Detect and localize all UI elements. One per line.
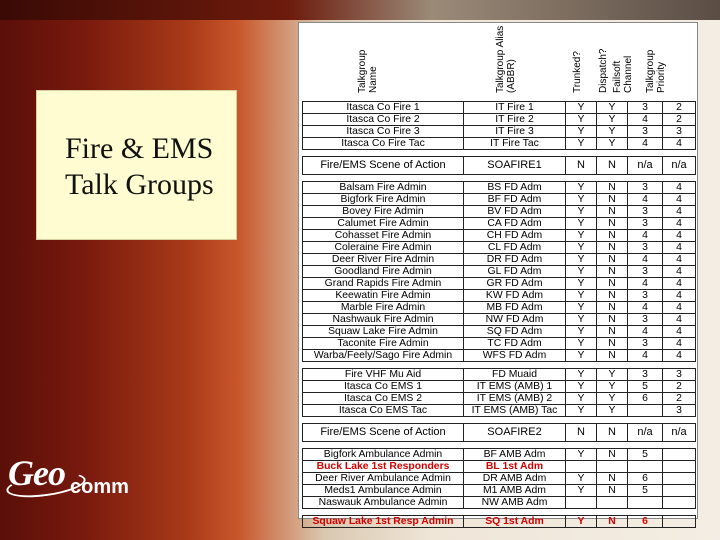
table-cell [628,405,663,417]
header-dispatch: Dispatch? [598,48,609,93]
table-cell: Y [566,338,597,350]
table-row [303,138,696,150]
table-cell: 2 [663,393,696,405]
table-row [303,497,696,509]
table-cell: 4 [628,302,663,314]
table-cell: Y [566,182,597,194]
table-cell: Itasca Co Fire Tac [303,138,464,150]
table-cell: 4 [628,194,663,206]
table-cell: Y [566,314,597,326]
table-cell: Y [566,302,597,314]
table-cell: Y [597,126,628,138]
table-cell: Itasca Co Fire 1 [303,102,464,114]
table-cell: BV FD Adm [464,206,566,218]
table-spacer-row [303,509,696,516]
talkgroup-table [302,101,696,528]
table-row [303,254,696,266]
table-cell: Bigfork Ambulance Admin [303,449,464,461]
table-cell: SQ 1st Adm [464,516,566,528]
table-cell: N [597,157,628,175]
table-row [303,369,696,381]
column-headers [299,23,697,99]
table-row [303,302,696,314]
table-cell: Goodland Fire Admin [303,266,464,278]
table-row [303,126,696,138]
table-cell: CL FD Adm [464,242,566,254]
table-cell: DR AMB Adm [464,473,566,485]
table-row [303,485,696,497]
table-cell: 4 [663,254,696,266]
spacer-cell [303,150,696,157]
table-cell: IT Fire Tac [464,138,566,150]
table-cell: N [566,424,597,442]
table-cell: 4 [628,138,663,150]
table-cell: 4 [663,138,696,150]
table-cell: N [597,473,628,485]
table-cell: 3 [628,338,663,350]
table-cell [663,497,696,509]
table-cell: N [597,266,628,278]
table-cell [628,497,663,509]
table-cell [663,516,696,528]
table-cell: Itasca Co EMS 2 [303,393,464,405]
table-cell: IT EMS (AMB) Tac [464,405,566,417]
table-cell: 2 [663,114,696,126]
table-row [303,290,696,302]
table-cell: IT Fire 2 [464,114,566,126]
table-cell: 4 [663,266,696,278]
table-cell: Y [566,278,597,290]
geocomm-logo [8,452,148,498]
table-row [303,182,696,194]
table-row [303,206,696,218]
table-cell: 3 [628,218,663,230]
table-row [303,157,696,175]
table-row [303,230,696,242]
table-cell: Squaw Lake Fire Admin [303,326,464,338]
table-cell: Warba/Feely/Sago Fire Admin [303,350,464,362]
table-cell: Y [566,290,597,302]
title-box [36,90,237,240]
table-cell: N [566,157,597,175]
table-cell: Y [566,266,597,278]
table-cell: Fire/EMS Scene of Action [303,424,464,442]
table-cell: Deer River Fire Admin [303,254,464,266]
table-cell: BS FD Adm [464,182,566,194]
header-failsoft-channel: Failsoft Channel [612,55,634,93]
table-cell: Coleraine Fire Admin [303,242,464,254]
table-cell: Y [566,126,597,138]
table-cell: DR FD Adm [464,254,566,266]
table-cell: IT EMS (AMB) 1 [464,381,566,393]
logo-comm-text: comm [70,476,129,498]
table-cell: n/a [628,157,663,175]
table-cell: 3 [628,182,663,194]
table-cell: N [597,449,628,461]
table-cell: 4 [663,242,696,254]
table-cell: 5 [628,381,663,393]
table-cell: Grand Rapids Fire Admin [303,278,464,290]
table-cell: KW FD Adm [464,290,566,302]
table-cell: 4 [628,326,663,338]
logo-geo-text: Geo [8,453,65,493]
table-row [303,449,696,461]
table-cell: IT Fire 1 [464,102,566,114]
table-cell: Cohasset Fire Admin [303,230,464,242]
table-cell: 4 [663,314,696,326]
table-spacer-row [303,442,696,449]
table-row [303,314,696,326]
spacer-cell [303,417,696,424]
table-cell: SOAFIRE2 [464,424,566,442]
table-cell: Nashwauk Fire Admin [303,314,464,326]
table-cell: 4 [628,254,663,266]
table-cell: M1 AMB Adm [464,485,566,497]
table-cell: NW FD Adm [464,314,566,326]
table-cell: Y [597,369,628,381]
table-cell: N [597,218,628,230]
spacer-cell [303,442,696,449]
table-cell: 4 [628,278,663,290]
table-cell: n/a [663,157,696,175]
table-cell: N [597,516,628,528]
table-cell: N [597,485,628,497]
table-cell: N [597,278,628,290]
table-row [303,326,696,338]
table-cell: 3 [628,126,663,138]
table-cell: Y [566,473,597,485]
table-row [303,473,696,485]
table-cell: N [597,314,628,326]
table-cell: Y [566,114,597,126]
table-row [303,278,696,290]
table-row [303,405,696,417]
table-cell: 4 [663,290,696,302]
table-cell: 4 [663,194,696,206]
table-cell: 4 [663,218,696,230]
table-cell: Y [566,369,597,381]
table-cell: Y [566,381,597,393]
table-cell: 3 [628,266,663,278]
table-cell: CA FD Adm [464,218,566,230]
header-talkgroup-priority: Talkgroup Priority [645,49,667,93]
table-cell: 4 [628,114,663,126]
table-cell: N [597,194,628,206]
table-cell: Y [566,242,597,254]
table-cell: Calumet Fire Admin [303,218,464,230]
table-row [303,350,696,362]
table-cell: Y [597,393,628,405]
table-cell: N [597,424,628,442]
table-cell: Y [566,405,597,417]
table-cell: 4 [663,350,696,362]
table-row [303,338,696,350]
table-row [303,393,696,405]
table-row [303,218,696,230]
top-banner [0,0,720,20]
table-cell: 3 [628,290,663,302]
table-cell: N [597,350,628,362]
table-cell: n/a [663,424,696,442]
table-row [303,381,696,393]
table-cell [566,461,597,473]
table-cell: Balsam Fire Admin [303,182,464,194]
table-cell: 3 [628,206,663,218]
table-row [303,102,696,114]
table-cell [566,497,597,509]
table-cell: Y [566,138,597,150]
table-cell: 3 [663,369,696,381]
title-line-1: Fire & EMS [65,132,214,165]
table-cell: BL 1st Adm [464,461,566,473]
table-cell: Y [597,138,628,150]
table-cell: Bigfork Fire Admin [303,194,464,206]
table-row [303,516,696,528]
spacer-cell [303,362,696,369]
table-cell: 2 [663,102,696,114]
table-cell: 6 [628,473,663,485]
table-cell: BF AMB Adm [464,449,566,461]
table-cell: SQ FD Adm [464,326,566,338]
table-cell: Y [566,194,597,206]
table-cell: SOAFIRE1 [464,157,566,175]
slide-title [65,131,214,203]
table-cell: IT EMS (AMB) 2 [464,393,566,405]
table-row [303,424,696,442]
spacer-cell [303,175,696,182]
table-cell [663,473,696,485]
table-cell: Y [566,102,597,114]
table-cell: Y [566,254,597,266]
table-cell: 3 [663,405,696,417]
table-cell: 3 [628,369,663,381]
table-cell: Buck Lake 1st Responders [303,461,464,473]
table-cell: GL FD Adm [464,266,566,278]
table-cell: Marble Fire Admin [303,302,464,314]
table-cell: GR FD Adm [464,278,566,290]
table-cell: Squaw Lake 1st Resp Admin [303,516,464,528]
table-cell: TC FD Adm [464,338,566,350]
table-spacer-row [303,150,696,157]
table-cell: Y [566,393,597,405]
table-cell: 6 [628,393,663,405]
table-cell: Bovey Fire Admin [303,206,464,218]
table-cell: 4 [663,206,696,218]
table-cell: 5 [628,449,663,461]
table-cell: Deer River Ambulance Admin [303,473,464,485]
table-row [303,266,696,278]
table-cell: Y [566,326,597,338]
table-cell: Fire/EMS Scene of Action [303,157,464,175]
table-cell: 4 [663,230,696,242]
table-cell: Y [597,114,628,126]
table-cell [597,497,628,509]
table-cell: NW AMB Adm [464,497,566,509]
title-line-2: Talk Groups [65,168,214,201]
table-cell: Y [566,206,597,218]
table-cell: Fire VHF Mu Aid [303,369,464,381]
table-cell [663,461,696,473]
table-cell: Y [566,485,597,497]
table-cell: N [597,338,628,350]
table-cell: 3 [628,102,663,114]
table-cell: N [597,326,628,338]
table-cell: 3 [628,314,663,326]
table-cell: N [597,206,628,218]
table-cell: N [597,290,628,302]
talkgroup-table-panel [298,22,698,527]
spacer-cell [303,509,696,516]
table-cell: Itasca Co Fire 2 [303,114,464,126]
table-cell: N [597,254,628,266]
table-cell: 4 [663,182,696,194]
table-cell: Y [597,102,628,114]
table-cell: 4 [663,338,696,350]
table-cell: Y [566,350,597,362]
table-cell: Y [566,449,597,461]
table-row [303,194,696,206]
table-cell: WFS FD Adm [464,350,566,362]
table-cell: 4 [663,326,696,338]
table-spacer-row [303,362,696,369]
table-cell: Y [566,218,597,230]
table-cell: MB FD Adm [464,302,566,314]
table-cell: CH FD Adm [464,230,566,242]
table-cell: 4 [663,278,696,290]
table-cell: n/a [628,424,663,442]
table-cell: FD Muaid [464,369,566,381]
header-trunked: Trunked? [572,51,583,93]
table-cell: 6 [628,516,663,528]
table-cell [663,485,696,497]
table-row [303,461,696,473]
table-cell: Y [566,230,597,242]
table-cell: 4 [628,350,663,362]
table-cell: 3 [663,126,696,138]
table-cell [628,461,663,473]
table-cell: Y [597,405,628,417]
table-cell: IT Fire 3 [464,126,566,138]
table-cell [597,461,628,473]
table-cell: 3 [628,242,663,254]
table-cell: Taconite Fire Admin [303,338,464,350]
table-cell: 2 [663,381,696,393]
table-cell: 5 [628,485,663,497]
table-cell: Meds1 Ambulance Admin [303,485,464,497]
table-cell: 4 [663,302,696,314]
table-cell: N [597,182,628,194]
table-cell: Y [566,516,597,528]
table-cell [663,449,696,461]
table-cell: N [597,242,628,254]
table-cell: Keewatin Fire Admin [303,290,464,302]
header-talkgroup-name: Talkgroup Name [357,49,379,93]
table-cell: Y [597,381,628,393]
table-cell: 4 [628,230,663,242]
table-cell: N [597,230,628,242]
table-spacer-row [303,175,696,182]
table-cell: BF FD Adm [464,194,566,206]
table-cell: N [597,302,628,314]
table-cell: Itasca Co EMS Tac [303,405,464,417]
table-cell: Naswauk Ambulance Admin [303,497,464,509]
table-cell: Itasca Co EMS 1 [303,381,464,393]
table-row [303,114,696,126]
table-spacer-row [303,417,696,424]
table-cell: Itasca Co Fire 3 [303,126,464,138]
table-row [303,242,696,254]
header-talkgroup-alias: Talkgroup Alias (ABBR) [495,25,517,93]
